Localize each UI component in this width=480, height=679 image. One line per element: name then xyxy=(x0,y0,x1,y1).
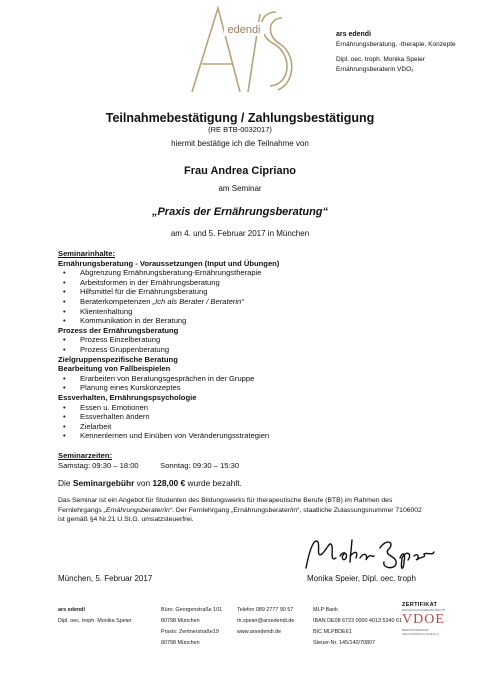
footer-email[interactable]: m.speier@arsedendi.de xyxy=(237,618,295,624)
footer-bank: MLP Bank xyxy=(313,607,338,613)
list-item: • Prozess Einzelberatung xyxy=(58,335,438,345)
footer-col-3 xyxy=(237,605,294,638)
section-title: Bearbeitung von Fallbeispielen xyxy=(58,364,171,374)
doc-ref: (RE BTB-0032017) xyxy=(208,125,272,134)
section-title: Essverhalten, Ernährungspsychologie xyxy=(58,392,197,402)
footer-office-city: 80798 München xyxy=(161,618,200,624)
brand-title: Ernährungsberaterin VDO₂ xyxy=(336,66,414,73)
note-text: Fernlehrgangs xyxy=(58,506,104,514)
fee-label: Seminargebühr xyxy=(72,478,135,488)
footer-col-4 xyxy=(313,605,402,649)
times-heading: Seminarzeiten: xyxy=(58,451,113,460)
footer-col-2 xyxy=(161,605,222,649)
note-line: ist gemäß §4 Nr.21 U.St.G. umsatzsteuerfrei. xyxy=(58,516,194,523)
fee-suffix: wurde bezahlt. xyxy=(185,478,242,488)
ars-edendi-logo xyxy=(180,4,312,96)
list-item: • Planung eines Kurskonzeptes xyxy=(58,383,438,393)
fee-prefix: Die xyxy=(58,478,73,488)
list-item: • Klientenhaltung xyxy=(58,307,438,317)
footer-bic: BIC MLPBDE61 xyxy=(313,629,352,635)
note-italic: „Ernährungsberater/in“ xyxy=(103,506,173,514)
note-text: . Der Fernlehrgang „Ernährungsberater/in“, staatliche Zulassungsnummer 7106002 xyxy=(172,506,422,514)
brand-tagline: Ernährungsberatung, -therapie, Konzepte xyxy=(336,41,456,48)
contents-heading: Seminarinhalte: xyxy=(58,249,115,258)
list-item: • Hilfsmittel für die Ernährungsberatung xyxy=(58,287,438,297)
signer-name: Monika Speier, Dipl. oec. troph xyxy=(307,574,416,583)
brand-person: Dipl. oec. troph. Monika Speier xyxy=(336,56,425,63)
note-line: Das Seminar ist ein Angebot für Studenten des Bildungswerks für therapeutische Berufe (BTB) im Rahmen des xyxy=(58,497,393,504)
seminar-dates: am 4. und 5. Februar 2017 in München xyxy=(170,229,310,238)
footer-practice-city: 80798 München xyxy=(161,640,200,646)
cert-sub: ERNÄHRUNGSBERATER/IN xyxy=(402,608,446,612)
sunday-time: Sonntag: 09:30 – 15:30 xyxy=(160,461,240,470)
doc-confirm: hiermit bestätige ich die Teilnahme von xyxy=(171,139,309,148)
footer-office: Büro: Georgenstraße 101 xyxy=(161,607,223,613)
list-item: • Essen u. Emotionen xyxy=(58,403,438,413)
saturday-time: Samstag: 09:30 – 18:00 xyxy=(58,461,139,470)
footer-website[interactable]: www.arsedendi.de xyxy=(237,629,282,635)
seminar-contents xyxy=(58,249,438,441)
seminar-times xyxy=(58,451,239,471)
doc-title: Teilnahmebestätigung / Zahlungsbestätigung xyxy=(105,111,375,125)
fee-middle: von xyxy=(134,478,153,488)
list-item: • Essverhalten ändern xyxy=(58,412,438,422)
list-item: • Zielarbeit xyxy=(58,422,438,432)
handwritten-signature xyxy=(300,528,440,578)
section-title: Zielgruppenspezifische Beratung xyxy=(58,354,178,364)
brand-name: ars edendi xyxy=(336,31,372,38)
list-item: • Abgrenzung Ernährungsberatung-Ernährungstherapie xyxy=(58,268,438,278)
header-brand xyxy=(336,30,456,75)
footer-col-1 xyxy=(58,605,132,627)
list-item: • Prozess Gruppenberatung xyxy=(58,345,438,355)
cert-label: ZERTIFIKAT xyxy=(402,602,438,608)
note-line xyxy=(58,506,450,516)
footer-practice: Praxis: Zentnerstraße19 xyxy=(161,629,219,635)
vdoe-mark: VDOE xyxy=(402,612,445,627)
footer-brand: ars edendi xyxy=(58,607,85,613)
section-title: Prozess der Ernährungsberatung xyxy=(58,325,179,335)
seminar-title: „Praxis der Ernährungsberatung“ xyxy=(151,206,329,218)
list-item: • Kommunikation in der Beratung xyxy=(58,316,438,326)
section-title: Ernährungsberatung - Voraussetzungen (Input und Übungen) xyxy=(58,258,280,268)
fee-amount: 128,00 € xyxy=(152,478,186,488)
at-seminar: am Seminar xyxy=(218,184,262,193)
list-item xyxy=(58,297,438,307)
list-item-italic: „Ich als Berater / Beraterin“ xyxy=(152,296,244,306)
list-item-text: Beraterkompetenzen xyxy=(80,296,153,306)
vdoe-certificate-logo xyxy=(402,602,452,642)
footer-person: Dipl. oec. troph. Monika Speier xyxy=(58,618,132,624)
footer-tax-number: Steuer-Nr. 145/140/70807 xyxy=(313,640,376,646)
fee-line xyxy=(58,478,242,488)
footer-phone: Telefon 089 2777 90 57 xyxy=(237,607,294,613)
vdoe-sub: BERUFSVERBAND OECOTROPHOLOGIE E.V. xyxy=(402,628,440,636)
list-item: • Arbeitsformen in der Ernährungsberatung xyxy=(58,278,438,288)
place-date: München, 5. Februar 2017 xyxy=(58,574,153,583)
footer-iban: IBAN DE08 6723 0000 4013 5340 61 xyxy=(313,618,403,624)
legal-note xyxy=(58,496,450,525)
list-item: • Kennenlernen und Einüben von Veränderungsstrategien xyxy=(58,431,438,441)
logo-text: edendi xyxy=(227,24,261,36)
list-item: • Erarbeiten von Beratungsgesprächen in der Gruppe xyxy=(58,374,438,384)
participant-name: Frau Andrea Cipriano xyxy=(183,165,297,177)
